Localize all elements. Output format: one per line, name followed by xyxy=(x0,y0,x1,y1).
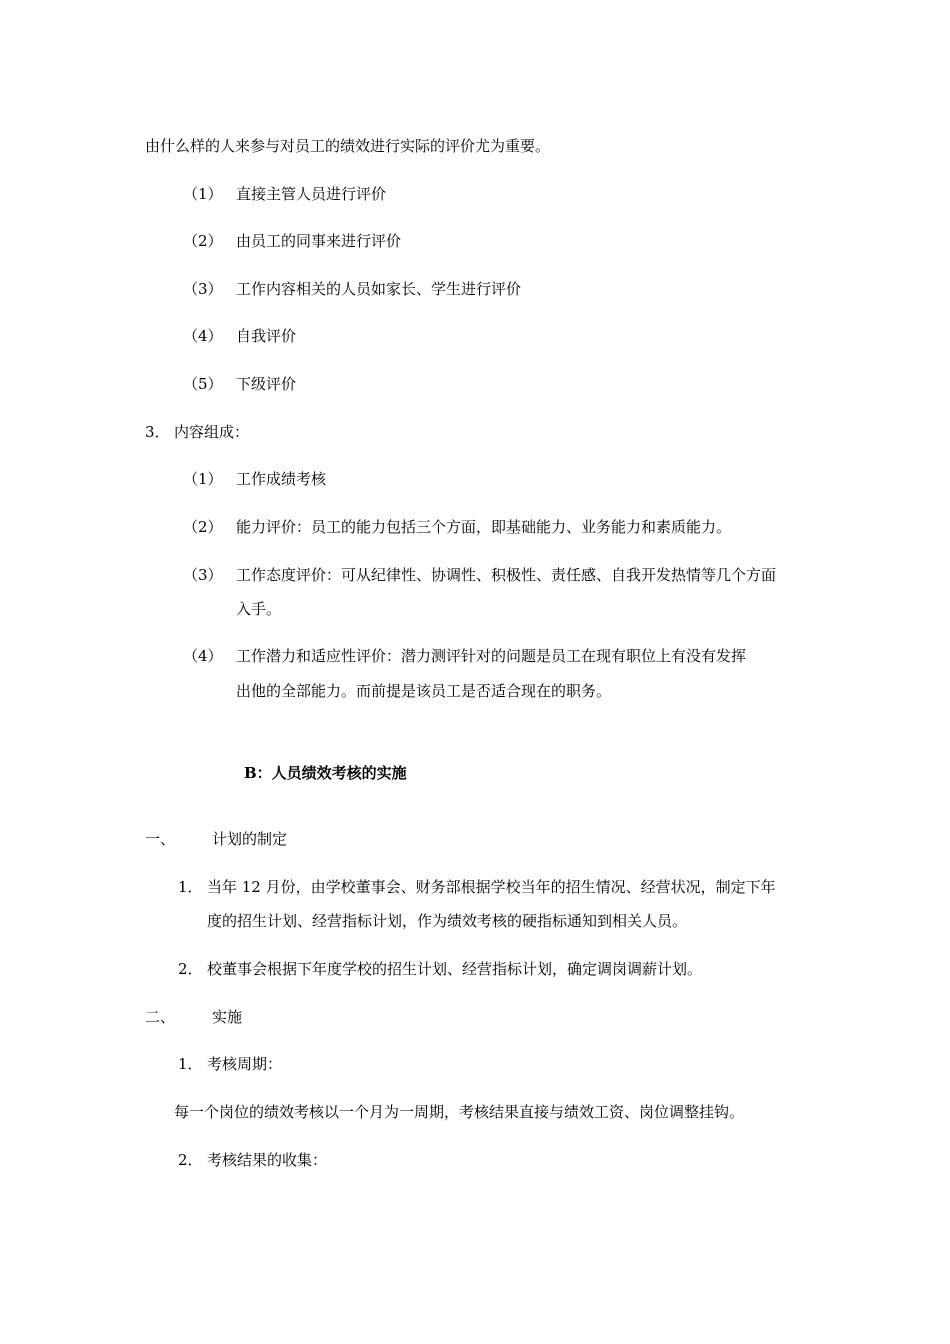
part-2-title: 实施 xyxy=(212,1008,243,1026)
part-1-item-2: 校董事会根据下年度学校的招生计划、经营指标计划，确定调岗调薪计划。 xyxy=(207,960,703,978)
part-2-number: 二、 xyxy=(145,1008,176,1026)
content-number-1: （1） xyxy=(183,470,223,488)
content-item-3-line1: 工作态度评价：可从纪律性、协调性、积极性、责任感、自我开发热情等几个方面 xyxy=(236,566,777,584)
part-1-number: 一、 xyxy=(145,830,176,848)
part-2-item-1-title: 考核周期： xyxy=(207,1055,283,1073)
content-number-4: （4） xyxy=(183,647,223,665)
evaluator-number-1: （1） xyxy=(183,185,223,203)
evaluator-number-2: （2） xyxy=(183,232,223,250)
evaluator-item-3: 工作内容相关的人员如家长、学生进行评价 xyxy=(236,280,522,298)
period-paragraph: 每一个岗位的绩效考核以一个月为一周期，考核结果直接与绩效工资、岗位调整挂钩。 xyxy=(174,1103,745,1121)
evaluator-number-3: （3） xyxy=(183,280,223,298)
section-3-title: 内容组成： xyxy=(174,423,250,441)
content-item-3-line2: 入手。 xyxy=(236,600,282,618)
part-1-title: 计划的制定 xyxy=(212,830,288,848)
evaluator-item-2: 由员工的同事来进行评价 xyxy=(236,232,402,250)
content-item-2: 能力评价：员工的能力包括三个方面，即基础能力、业务能力和素质能力。 xyxy=(236,518,732,536)
part-2-item-number-1: 1． xyxy=(178,1055,203,1073)
part-1-item-1-line1: 当年 12 月份，由学校董事会、财务部根据学校当年的招生情况、经营状况，制定下年 xyxy=(207,878,776,896)
evaluator-item-4: 自我评价 xyxy=(236,327,297,345)
evaluator-item-5: 下级评价 xyxy=(236,375,297,393)
part-1-item-number-2: 2． xyxy=(178,960,203,978)
content-number-3: （3） xyxy=(183,566,223,584)
intro-paragraph: 由什么样的人来参与对员工的绩效进行实际的评价尤为重要。 xyxy=(145,137,551,155)
evaluator-number-4: （4） xyxy=(183,327,223,345)
part-1-item-1-line2: 度的招生计划、经营指标计划，作为绩效考核的硬指标通知到相关人员。 xyxy=(207,912,688,930)
part-2-item-2-title: 考核结果的收集： xyxy=(207,1151,328,1169)
section-b-heading: B：人员绩效考核的实施 xyxy=(244,764,407,782)
content-item-1: 工作成绩考核 xyxy=(236,470,327,488)
section-3-number: 3． xyxy=(145,423,170,441)
evaluator-number-5: （5） xyxy=(183,375,223,393)
content-item-4-line1: 工作潜力和适应性评价：潜力测评针对的问题是员工在现有职位上有没有发挥 xyxy=(236,647,747,665)
evaluator-item-1: 直接主管人员进行评价 xyxy=(236,185,387,203)
part-2-item-number-2: 2． xyxy=(178,1151,203,1169)
part-1-item-number-1: 1． xyxy=(178,878,203,896)
content-item-4-line2: 出他的全部能力。而前提是该员工是否适合现在的职务。 xyxy=(236,682,612,700)
content-number-2: （2） xyxy=(183,518,223,536)
